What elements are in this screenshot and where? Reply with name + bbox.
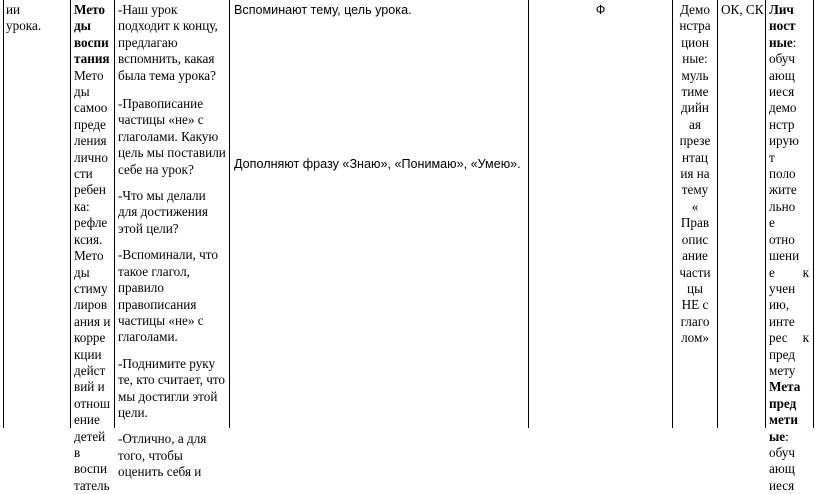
teacher-paragraph: -Отлично, а для того, чтобы оценить себя и — [118, 431, 207, 480]
table-border — [229, 0, 230, 428]
results-line-text: Мета — [769, 379, 801, 395]
results-line-text: ию, — [769, 297, 790, 313]
resources-line: дийн — [681, 100, 709, 116]
teacher-paragraph: -Наш урок подходит к концу, предлагаю вспомнить, какая была тема урока? — [118, 2, 218, 83]
table-border — [717, 0, 718, 428]
methods-line: ления — [74, 133, 107, 149]
methods-line: в — [74, 444, 81, 460]
results-line — [769, 379, 809, 395]
methods-line: самоо — [74, 100, 108, 116]
table-border — [70, 0, 71, 428]
stage-cell — [6, 0, 68, 428]
results-line — [769, 166, 809, 182]
results-line — [769, 232, 809, 248]
resources-line: части — [679, 264, 711, 280]
results-line-text: отно — [769, 231, 795, 247]
resources-line: ание — [682, 248, 708, 264]
results-line — [769, 281, 809, 297]
table-border — [114, 0, 115, 428]
results-line — [769, 117, 809, 133]
results-line-text: шени — [769, 248, 800, 264]
results-line — [769, 215, 809, 231]
work-form-text: Ф — [595, 3, 606, 17]
results-line-text: ые — [769, 428, 786, 444]
results-line — [769, 84, 809, 100]
methods-line: Мето — [74, 67, 104, 83]
results-line — [769, 68, 809, 84]
results-line — [769, 429, 809, 445]
results-line-text: мету — [769, 362, 796, 378]
teacher-paragraph: -Что мы делали для достижения этой цели? — [118, 188, 208, 236]
teacher-activity-cell — [118, 0, 226, 480]
results-line-text: пред — [769, 395, 797, 411]
methods-heading-line: ды — [74, 18, 91, 34]
methods-line: отнош — [74, 395, 110, 411]
results-line — [769, 445, 809, 461]
resources-line: нстра — [679, 18, 711, 34]
student-activity-cell — [234, 0, 524, 428]
results-line-text: мети — [769, 412, 798, 428]
results-line — [769, 100, 809, 116]
results-line-text: нстр — [769, 116, 795, 132]
results-line-text: ающ — [769, 67, 795, 83]
results-line-text: жите — [769, 182, 797, 198]
resources-line: муль — [681, 67, 709, 83]
resources-line: нтац — [682, 149, 708, 165]
resources-line: тиме — [681, 84, 709, 100]
methods-line: ды — [74, 264, 90, 280]
results-line — [769, 18, 809, 34]
table-border — [765, 0, 766, 428]
resources-line: опис — [681, 231, 709, 247]
resources-line: цион — [681, 34, 709, 50]
results-line-text: инте — [769, 313, 795, 329]
methods-line: кции — [74, 346, 102, 362]
teacher-paragraph: -Поднимите руку те, кто считает, что мы достигли этой цели. — [118, 355, 226, 420]
results-line-text: иеся — [769, 84, 795, 100]
resources-line: лом» — [681, 330, 709, 346]
results-line — [769, 314, 809, 330]
results-line-text: пред — [769, 346, 796, 362]
results-line — [769, 248, 809, 264]
resources-line: ия на — [680, 166, 710, 182]
methods-line: сти — [74, 166, 93, 182]
teacher-paragraph: -Правописание частицы «не» с глаголами. Какую цель мы поставили себе на урок? — [118, 96, 226, 177]
methods-heading-line: воспи — [74, 34, 109, 50]
methods-line: ка: — [74, 198, 90, 214]
methods-line: стиму — [74, 280, 108, 296]
results-line — [769, 265, 809, 281]
results-line-suffix: : — [785, 428, 789, 444]
results-line-text: обуч — [769, 51, 796, 67]
methods-line: Мето — [74, 248, 104, 264]
resources-line: Прав — [680, 215, 710, 231]
results-line-text: т — [769, 149, 775, 165]
student-activity-top: Вспоминают тему, цель урока. — [234, 3, 412, 17]
methods-line: ания и — [74, 313, 111, 329]
methods-line: татель — [74, 477, 110, 493]
results-line — [769, 363, 809, 379]
results-line — [769, 182, 809, 198]
competences-text: ОК, СК — [721, 2, 764, 17]
table-border — [813, 0, 814, 428]
methods-line: детей — [74, 428, 106, 444]
resources-line: НЕ с — [681, 297, 709, 313]
methods-line: лично — [74, 149, 108, 165]
results-line-text: е к — [769, 264, 809, 280]
methods-cell — [74, 0, 114, 493]
results-line — [769, 297, 809, 313]
resources-line: ные: — [682, 51, 708, 67]
resources-line: « — [691, 198, 699, 214]
results-line-text: обуч — [769, 444, 796, 460]
results-line-text: учен — [769, 280, 796, 296]
results-line — [769, 412, 809, 428]
results-line — [769, 133, 809, 149]
student-activity-middle: Дополняют фразу «Знаю», «Понимаю», «Умею». — [234, 157, 521, 171]
methods-line: лиров — [74, 297, 108, 313]
methods-line: вий и — [74, 379, 105, 395]
methods-heading-line: Мето — [74, 2, 106, 17]
methods-line: преде — [74, 116, 106, 132]
results-line — [769, 347, 809, 363]
methods-line: ксия. — [74, 231, 103, 247]
results-line-text: рес к — [769, 330, 809, 346]
results-line-text: ные — [769, 34, 793, 50]
resources-line: ая — [689, 116, 701, 132]
results-line-text: ирую — [769, 133, 799, 149]
results-line — [769, 150, 809, 166]
results-line-text: е — [769, 215, 775, 231]
results-line-text: ающ — [769, 461, 795, 477]
stage-line: урока. — [6, 18, 42, 34]
resources-line: глаго — [680, 313, 710, 329]
table-border — [3, 0, 4, 428]
results-line — [769, 330, 809, 346]
stage-line: ии — [6, 2, 21, 17]
methods-line: воспи — [74, 461, 108, 477]
results-line-text: поло — [769, 166, 796, 182]
results-line-text: Лич — [769, 2, 794, 17]
results-line — [769, 396, 809, 412]
methods-line: дейст — [74, 362, 106, 378]
results-line-suffix: : — [792, 34, 797, 50]
results-line — [769, 199, 809, 215]
methods-line: ды — [74, 84, 90, 100]
resources-line: цы — [687, 280, 703, 296]
resources-cell — [673, 0, 717, 428]
results-line-text: демо — [769, 100, 797, 116]
methods-line: ребен — [74, 182, 106, 198]
results-line-text: льно — [769, 198, 796, 214]
methods-line: корре — [74, 330, 106, 346]
results-line — [769, 461, 809, 477]
teacher-paragraph: -Вспоминали, что такое глагол, правило правописания частицы «не» с глаголами. — [118, 247, 218, 345]
results-cell — [769, 0, 809, 493]
work-form-cell — [529, 0, 672, 428]
resources-line: тему — [681, 182, 709, 198]
results-line — [769, 51, 809, 67]
resources-line: Демо — [680, 2, 710, 17]
methods-line: ение — [74, 412, 100, 428]
results-line — [769, 35, 809, 51]
results-line-text: иеся — [769, 477, 795, 493]
results-line — [769, 478, 809, 494]
methods-line: рефле — [74, 215, 108, 231]
methods-heading-line: тания — [74, 51, 110, 67]
results-line — [769, 2, 809, 18]
results-line-text: ност — [769, 18, 796, 34]
competences-cell — [721, 0, 765, 428]
resources-line: презе — [679, 133, 711, 149]
